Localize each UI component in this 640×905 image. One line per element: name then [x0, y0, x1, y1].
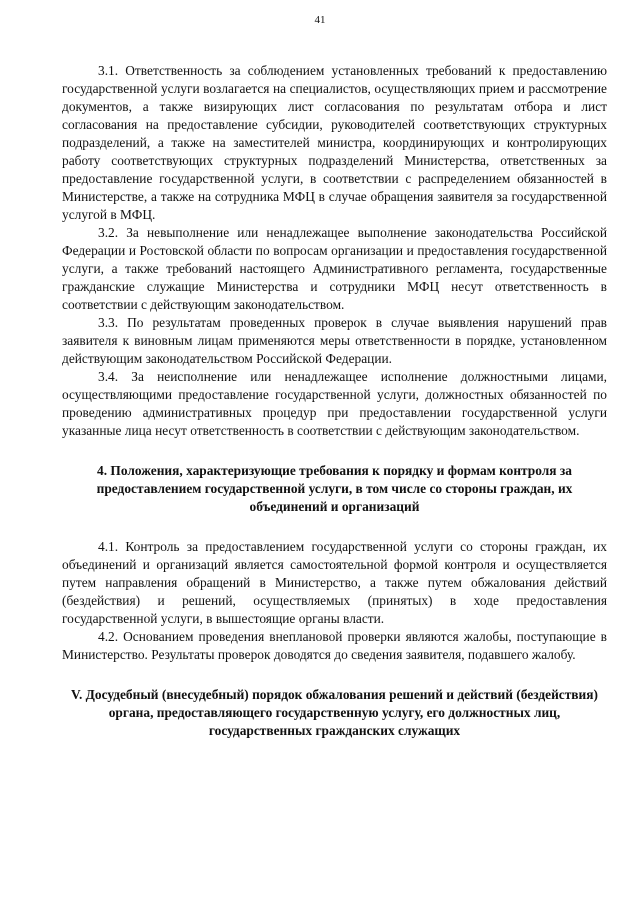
paragraph-4-1: 4.1. Контроль за предоставлением государственной услуги со стороны граждан, их объединений и организаций является самостоятельной формой контроля и осуществляется путем направления обращений в Министерство, а также путем обжалования действий (бездействия) и решений, осуществляемых (принятых) в ходе предоставления государственной услуги, в вышестоящие органы власти.: [62, 539, 607, 626]
paragraph-3-2: 3.2. За невыполнение или ненадлежащее выполнение законодательства Российской Федерации и Ростовской области по вопросам организации и предоставления государственной услуги, а также требований настоящего Административного регламента, государственные гражданские служащие Министерства и сотрудники МФЦ несут ответственность в соответствии с действующим законодательством.: [62, 225, 607, 312]
document-body: [62, 62, 607, 740]
paragraph-3-3: 3.3. По результатам проведенных проверок в случае выявления нарушений прав заявителя к виновным лицам применяются меры ответственности в порядке, установленном действующим законодательством Российской Федерации.: [62, 315, 607, 366]
section-4-heading: 4. Положения, характеризующие требования к порядку и формам контроля за предоставлением государственной услуги, в том числе со стороны граждан, их объединений и организаций: [96, 463, 573, 514]
paragraph-4-2: 4.2. Основанием проведения внеплановой проверки являются жалобы, поступающие в Министерство. Результаты проверок доводятся до сведения заявителя, подавшего жалобу.: [62, 629, 607, 662]
section-5-heading: V. Досудебный (внесудебный) порядок обжалования решений и действий (бездействия) органа, предоставляющего государственную услугу, его должностных лиц, государственных гражданских служащих: [71, 687, 598, 738]
paragraph-3-4: 3.4. За неисполнение или ненадлежащее исполнение должностными лицами, осуществляющими предоставление государственной услуги, должностных обязанностей по проведению административных процедур при предоставлении государственной услуги указанные лица несут ответственность в соответствии с действующим законодательством.: [62, 369, 607, 438]
page-number: 41: [314, 14, 326, 26]
paragraph-3-1: 3.1. Ответственность за соблюдением установленных требований к предоставлению государственной услуги возлагается на специалистов, осуществляющих прием и рассмотрение документов, а также визирующих лист согласования по результатам отбора и лист согласования на предоставление субсидии, руководителей соответствующих структурных подразделений, а также на заместителей министра, координирующих и контролирующих работу соответствующих структурных подразделений Министерства, ответственных за предоставление государственной услуги, в соответствии с распределением обязанностей в Министерстве, а также на сотрудника МФЦ в случае обращения заявителя за государственной услугой в МФЦ.: [62, 63, 607, 222]
